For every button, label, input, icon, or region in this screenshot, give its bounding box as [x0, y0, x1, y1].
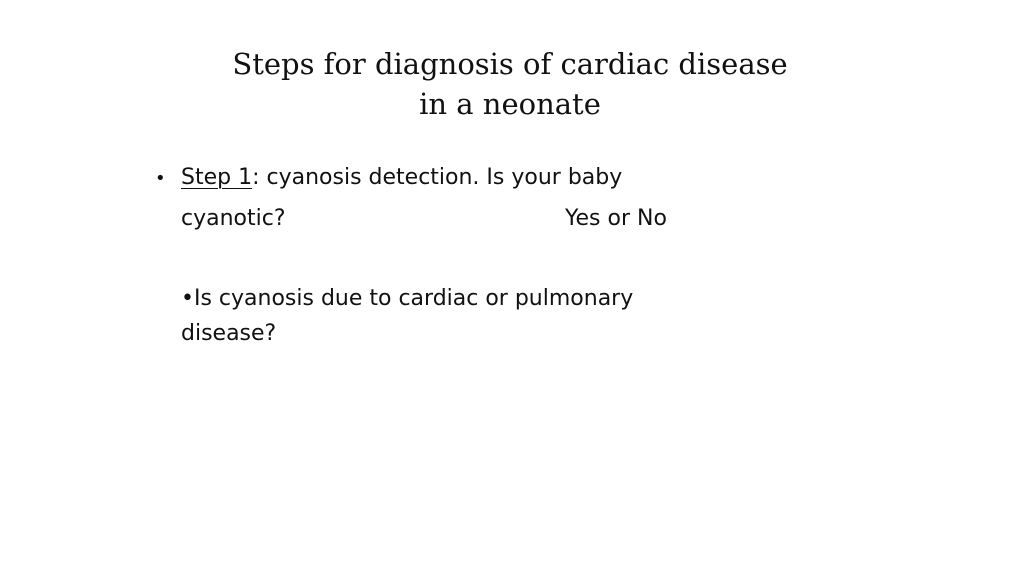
step1-line-1 — [181, 165, 622, 190]
title-line-1: Steps for diagnosis of cardiac disease — [232, 47, 788, 81]
slide-title — [200, 44, 820, 124]
yes-or-no-text: Yes or No — [565, 206, 667, 231]
bullet-marker: • — [155, 168, 166, 189]
sub-bullet-line-2: disease? — [181, 321, 277, 346]
step1-line-2: cyanotic? — [181, 206, 286, 231]
sub-bullet-line-1: •Is cyanosis due to cardiac or pulmonary — [181, 286, 634, 311]
step1-text: : cyanosis detection. Is your baby — [252, 165, 623, 190]
step1-label: Step 1 — [181, 165, 253, 190]
title-line-2: in a neonate — [419, 87, 601, 121]
